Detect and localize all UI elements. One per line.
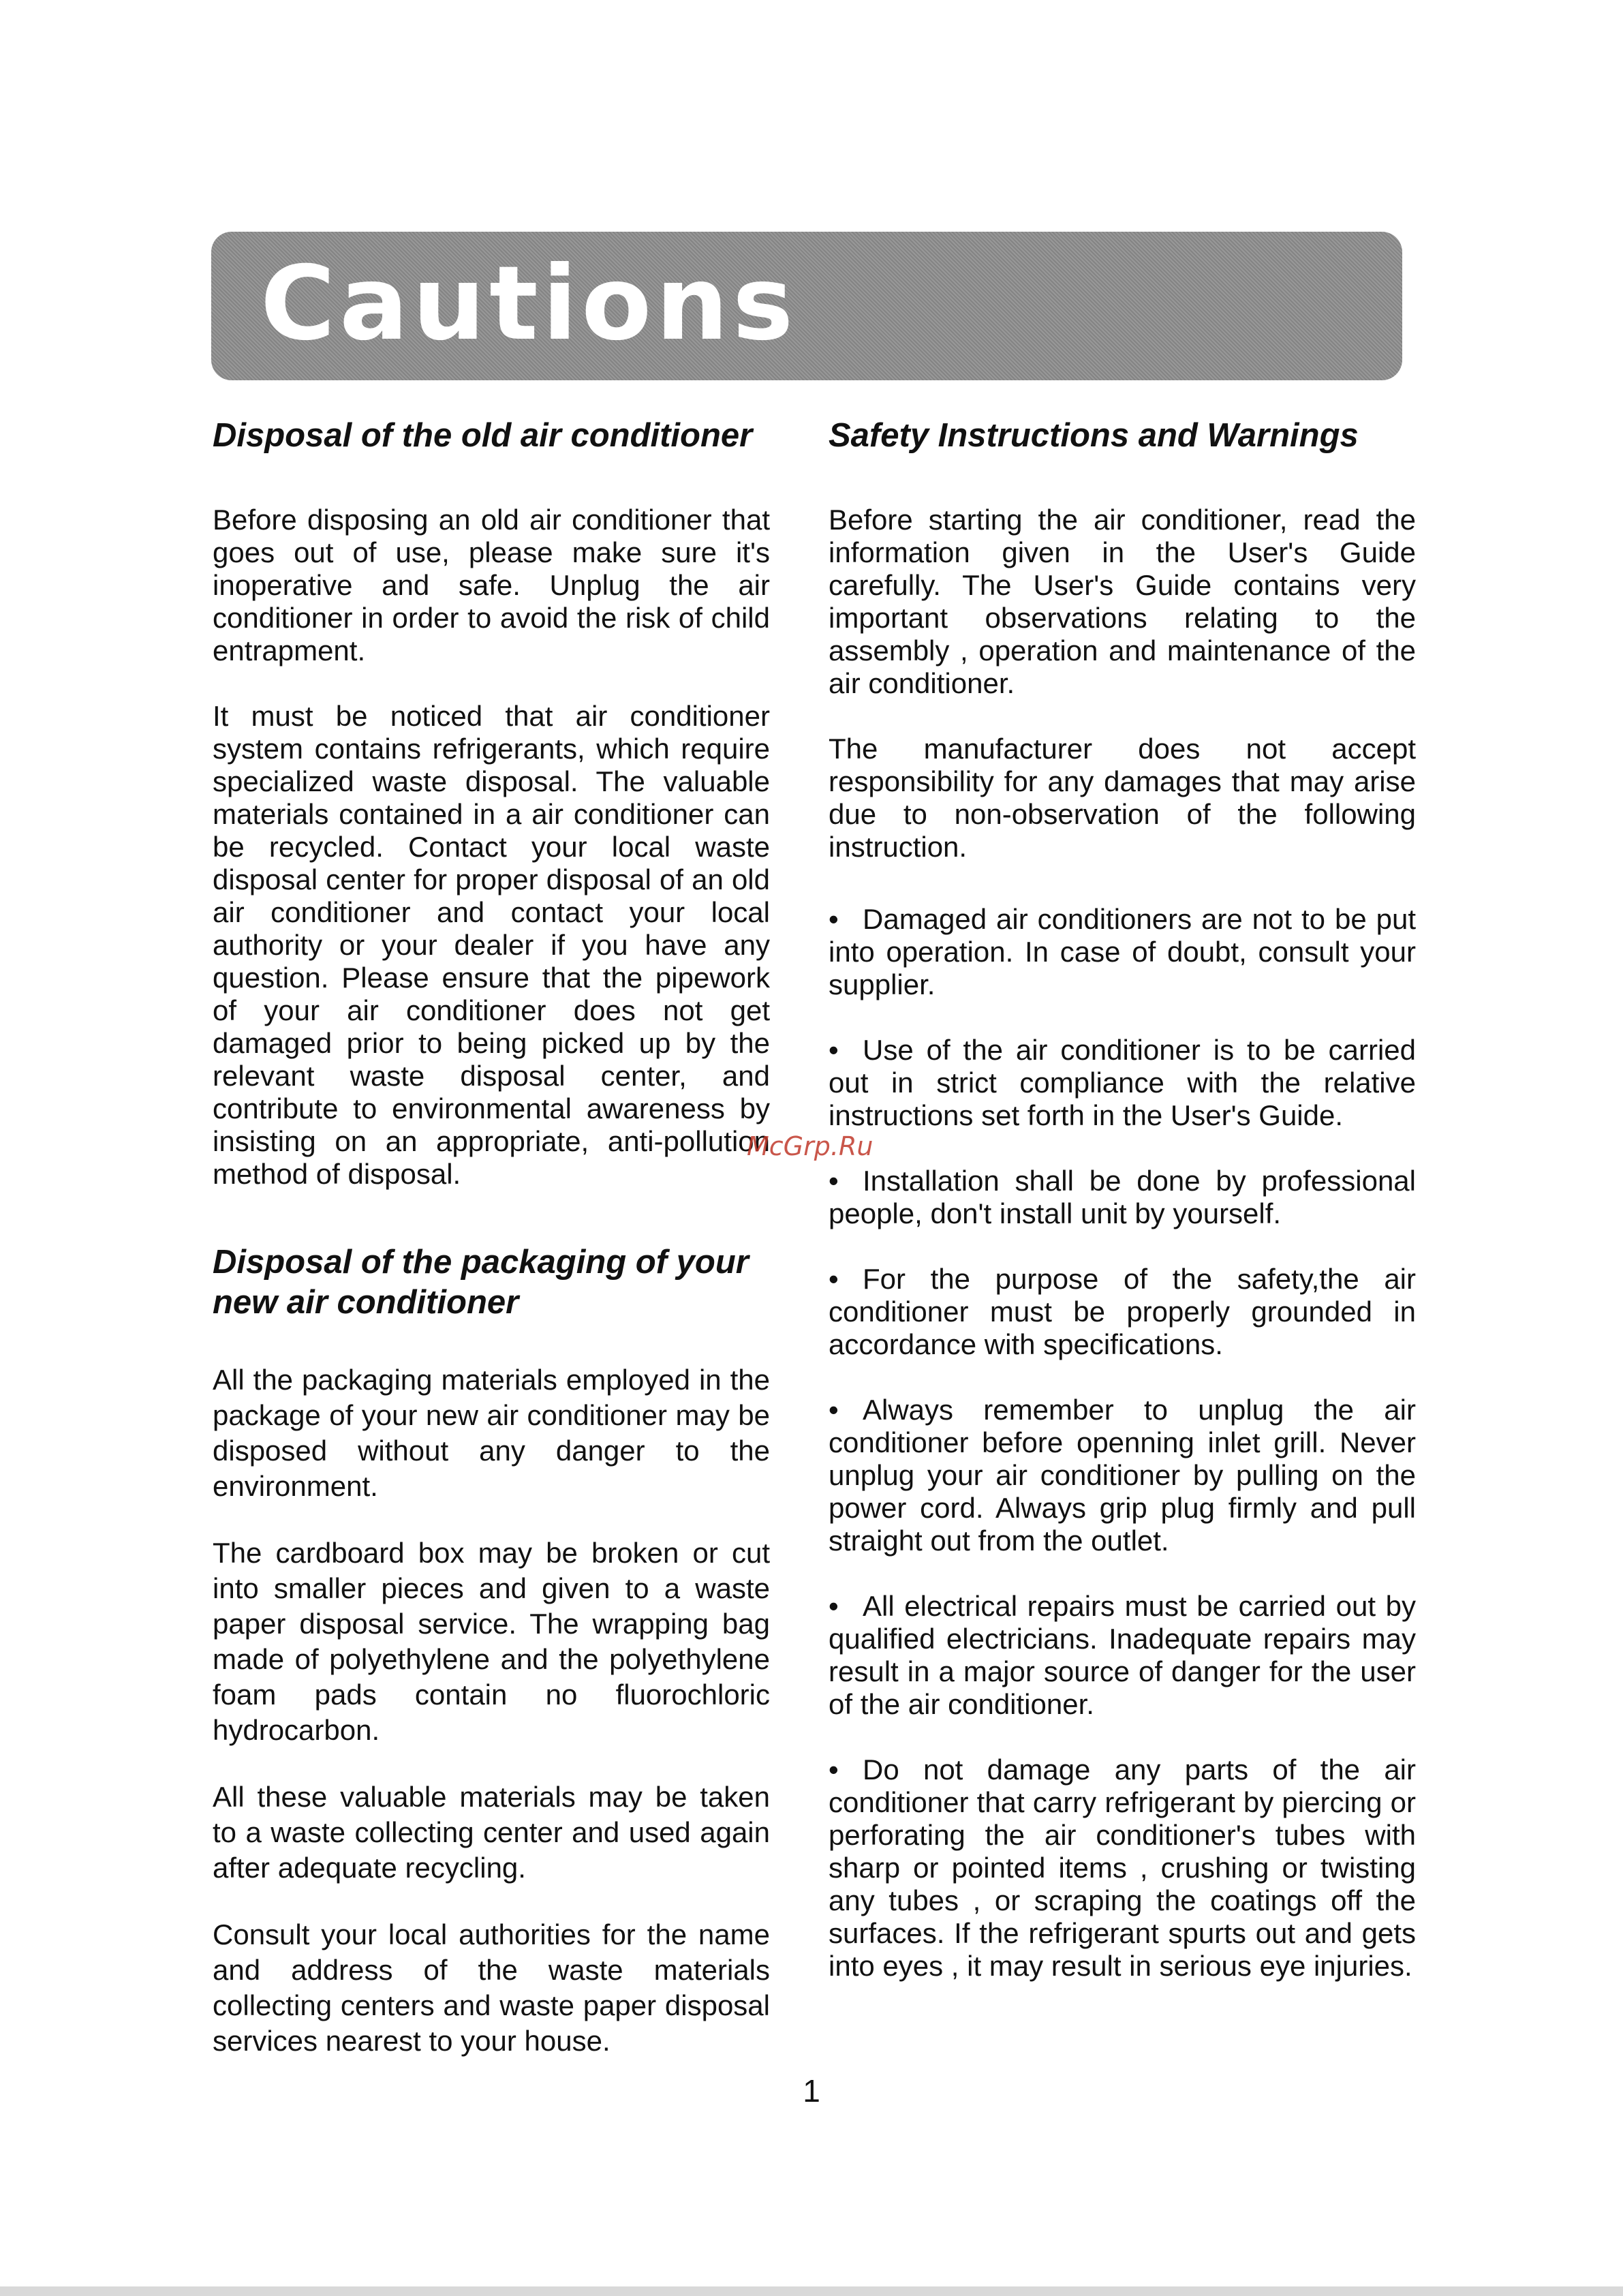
watermark-text: McGrp.Ru — [747, 1131, 874, 1161]
page-title: Cautions — [260, 245, 798, 363]
safety-bullet-list — [829, 903, 1416, 1983]
paragraph: Before disposing an old air conditioner that goes out of use, please make sure it's inoperative and safe. Unplug the air conditioner in order to avoid the risk of child entrapment. — [213, 504, 770, 667]
list-item — [829, 1590, 1416, 1721]
list-item-text: Damaged air conditioners are not to be put into operation. In case of doubt, consult your supplier. — [829, 903, 1416, 1000]
list-item — [829, 1034, 1416, 1132]
list-item-text: For the purpose of the safety,the air conditioner must be properly grounded in accordance with specifications. — [829, 1263, 1416, 1360]
list-item — [829, 1754, 1416, 1983]
paragraph: The cardboard box may be broken or cut into smaller pieces and given to a waste paper disposal service. The wrapping bag made of polyethylene and the polyethylene foam pads contain no fluorochloric hydrocarbon. — [213, 1537, 770, 1746]
page-number: 1 — [803, 2073, 820, 2109]
right-column — [829, 416, 1416, 1983]
list-item-text: Installation shall be done by professional people, don't install unit by yourself. — [829, 1165, 1416, 1229]
paragraph: It must be noticed that air conditioner system contains refrigerants, which require specialized waste disposal. The valuable materials contained in a air conditioner can be recycled. Contact your local waste disposal center for proper disposal of an old air conditioner and contact your local authority or your dealer if you have any question. Please ensure that the pipework of your air conditioner does not get damaged prior to being picked up by the relevant waste disposal center, and contribute to environmental awareness by insisting on an appropriate, anti-pollution method of disposal. — [213, 700, 770, 1190]
list-item-text: Always remember to unplug the air conditioner before openning inlet grill. Never unplug your air conditioner by pulling on the power cord. Always grip plug firmly and pull straight out from the outlet. — [829, 1394, 1416, 1557]
bottom-divider — [0, 2286, 1623, 2296]
list-item-text: Do not damage any parts of the air conditioner that carry refrigerant by piercing or perforating the air conditioner's tubes with sharp or pointed items , crushing or twisting any tubes , or scraping the coatings off the surfaces. If the refrigerant spurts out and gets into eyes , it may result in serious eye injuries. — [829, 1754, 1416, 1982]
list-item — [829, 1165, 1416, 1230]
section-heading-safety: Safety Instructions and Warnings — [829, 417, 1359, 454]
paragraph: The manufacturer does not accept responsibility for any damages that may arise due to non-observation of the following instruction. — [829, 733, 1416, 863]
section-heading-disposal-old: Disposal of the old air conditioner — [213, 417, 753, 454]
paragraph: Before starting the air conditioner, read the information given in the User's Guide carefully. The User's Guide contains very important observations relating to the assembly , operation and maintenance of the air conditioner. — [829, 504, 1416, 699]
paragraph: All the packaging materials employed in the package of your new air conditioner may be disposed without any danger to the environment. — [213, 1364, 770, 1502]
bullet-icon: • — [829, 1165, 839, 1197]
paragraph: Consult your local authorities for the name and address of the waste materials collecting centers and waste paper disposal services nearest to your house. — [213, 1918, 770, 2057]
cautions-banner — [211, 232, 1402, 380]
paragraph: All these valuable materials may be taken to a waste collecting center and used again after adequate recycling. — [213, 1781, 770, 1884]
list-item — [829, 1263, 1416, 1361]
left-column — [213, 416, 770, 2059]
bullet-icon: • — [829, 1034, 839, 1066]
list-item — [829, 903, 1416, 1001]
bullet-icon: • — [829, 1263, 839, 1295]
bullet-icon: • — [829, 1590, 839, 1622]
list-item-text: All electrical repairs must be carried out by qualified electricians. Inadequate repairs may result in a major source of danger for the user of the air conditioner. — [829, 1590, 1416, 1720]
list-item-text: Use of the air conditioner is to be carried out in strict compliance with the relative instructions set forth in the User's Guide. — [829, 1034, 1416, 1131]
bullet-icon: • — [829, 1754, 839, 1786]
list-item — [829, 1394, 1416, 1557]
section-disposal-old — [213, 416, 770, 1191]
section-heading-disposal-packaging: Disposal of the packaging of your new air conditioner — [213, 1244, 749, 1321]
section-disposal-packaging — [213, 1242, 770, 2059]
bullet-icon: • — [829, 1394, 839, 1426]
section-safety-instructions — [829, 416, 1416, 1983]
bullet-icon: • — [829, 903, 839, 935]
